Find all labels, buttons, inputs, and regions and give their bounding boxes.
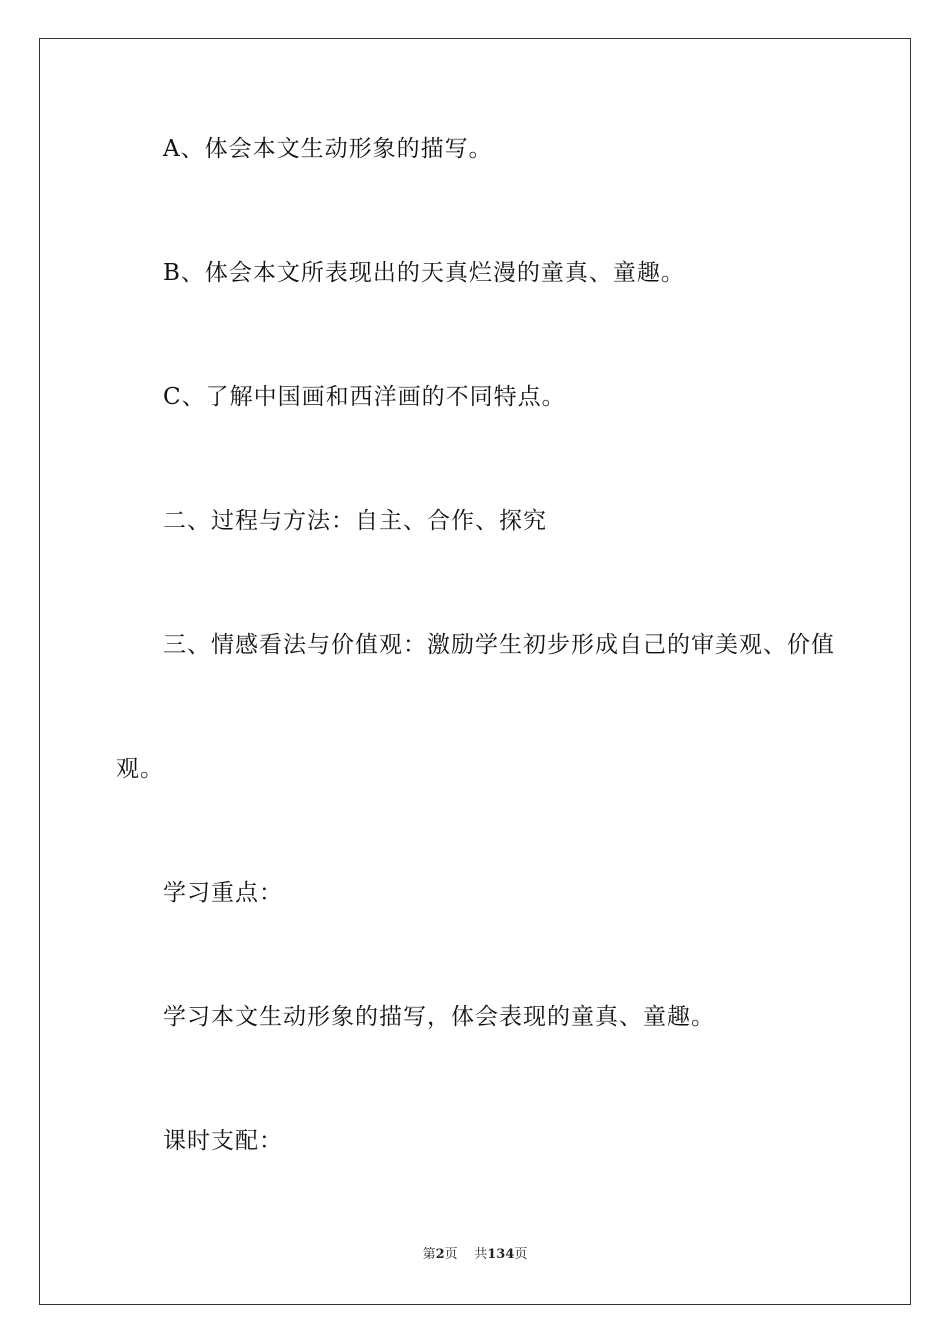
footer-total-suffix: 页	[514, 1247, 528, 1262]
page-footer	[0, 1246, 950, 1264]
footer-total-prefix: 共	[474, 1247, 488, 1262]
class-hours-heading: 课时支配：	[163, 1128, 283, 1154]
footer-page-suffix: 页	[444, 1247, 458, 1262]
process-method-line: 二、过程与方法：自主、合作、探究	[163, 508, 547, 534]
footer-page-number: 2	[435, 1247, 445, 1262]
objective-b: B、体会本文所表现出的天真烂漫的童真、童趣。	[163, 260, 685, 286]
footer-total-pages: 134	[487, 1247, 515, 1262]
key-points-heading: 学习重点：	[163, 880, 283, 906]
footer-page-prefix: 第	[422, 1247, 436, 1262]
emotion-values-line: 三、情感看法与价值观：激励学生初步形成自己的审美观、价值	[163, 632, 835, 658]
key-points-text: 学习本文生动形象的描写，体会表现的童真、童趣。	[163, 1004, 715, 1030]
objective-c: C、了解中国画和西洋画的不同特点。	[163, 384, 566, 410]
emotion-values-continuation: 观。	[116, 756, 164, 782]
page-frame	[39, 38, 911, 1305]
objective-a: A、体会本文生动形象的描写。	[163, 136, 493, 162]
